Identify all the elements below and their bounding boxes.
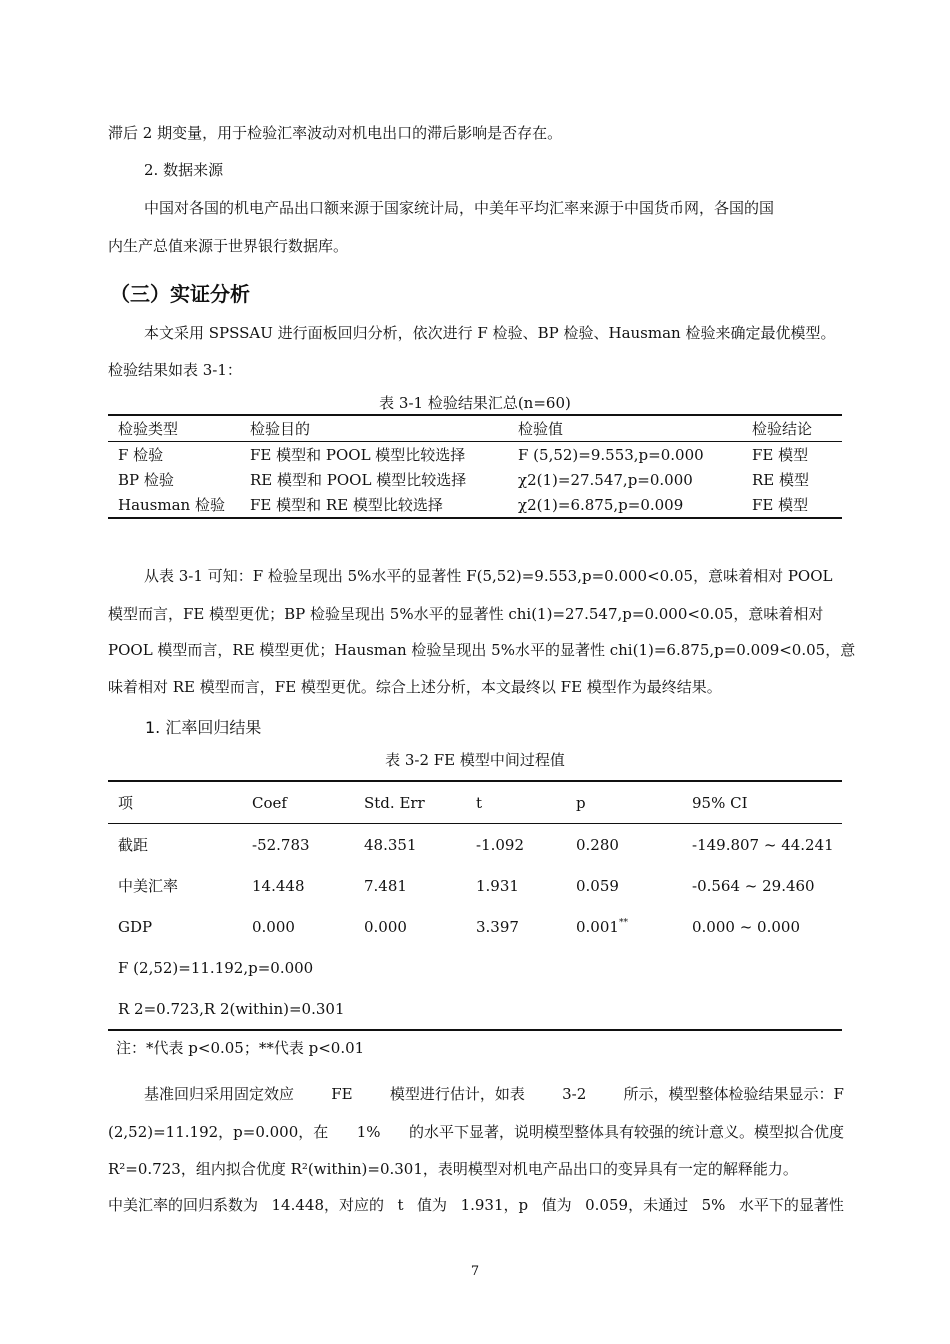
column-header: 95% CI — [692, 793, 748, 812]
table-row — [108, 906, 842, 947]
column-header: 检验类型 — [118, 420, 179, 438]
table-stat-row — [108, 947, 842, 988]
table-cell: FE 模型和 POOL 模型比较选择 — [250, 446, 466, 464]
page-number: 7 — [470, 1264, 480, 1279]
table-cell — [566, 865, 682, 906]
table2-caption: 表 3-2 FE 模型中间过程值 — [385, 751, 565, 769]
table-cell: -52.783 — [252, 835, 310, 854]
p-value: 0.059 — [576, 876, 619, 895]
table-cell: 0.000 ~ 0.000 — [692, 917, 800, 936]
table-cell: F (5,52)=9.553,p=0.000 — [518, 445, 704, 464]
column-header: 项 — [118, 794, 134, 812]
body-text-line — [108, 1125, 844, 1140]
table-cell — [566, 906, 682, 947]
text-segment: 水平下的显著性 — [738, 1196, 844, 1214]
body-text-line: 中国对各国的机电产品出口额来源于国家统计局，中美年平均汇率来源于中国货币网，各国的国 — [144, 199, 775, 217]
table-cell: 0.000 — [364, 917, 407, 936]
table-cell: FE 模型 — [752, 446, 809, 464]
text-segment: 14.448，对应的 — [271, 1196, 385, 1214]
table-cell: RE 模型 — [752, 471, 810, 489]
p-value: 0.001 — [576, 917, 619, 936]
table-cell: χ2(1)=27.547,p=0.000 — [518, 470, 693, 489]
table-cell: 3.397 — [476, 917, 519, 936]
text-segment: 所示，模型整体检验结果显示：F — [623, 1085, 844, 1103]
text-segment: 0.059，未通过 — [585, 1196, 689, 1214]
table-cell: Hausman 检验 — [118, 496, 225, 514]
test-summary-table — [108, 414, 842, 519]
text-segment: 3-2 — [562, 1085, 587, 1103]
column-header: 检验值 — [518, 420, 564, 438]
column-header: t — [476, 793, 483, 812]
text-segment: 值为 — [417, 1196, 448, 1214]
data-source-heading: 2. 数据来源 — [144, 161, 224, 179]
table-cell: BP 检验 — [118, 471, 174, 489]
table-row — [108, 467, 842, 492]
table-row — [108, 865, 842, 906]
table-cell: 14.448 — [252, 876, 305, 895]
subsection-heading: 1. 汇率回归结果 — [145, 718, 262, 737]
body-text-line — [108, 1198, 844, 1213]
table-cell: -149.807 ~ 44.241 — [692, 835, 834, 854]
table-cell: 7.481 — [364, 876, 407, 895]
table-note: 注：*代表 p<0.05；**代表 p<0.01 — [116, 1039, 365, 1057]
significance-mark: ** — [618, 917, 628, 928]
body-text-line: 内生产总值来源于世界银行数据库。 — [108, 237, 349, 255]
table-cell: χ2(1)=6.875,p=0.009 — [518, 495, 684, 514]
table-cell: 1.931 — [476, 876, 519, 895]
table1-caption: 表 3-1 检验结果汇总(n=60) — [379, 394, 571, 412]
body-text-line: R²=0.723，组内拟合优度 R²(within)=0.301，表明模型对机电产品出口的变异具有一定的解释能力。 — [108, 1160, 798, 1178]
table-cell: GDP — [118, 917, 153, 936]
body-text-line: 检验结果如表 3-1： — [108, 361, 242, 379]
body-text-line: 味着相对 RE 模型而言，FE 模型更优。综合上述分析，本文最终以 FE 模型作为最终结果。 — [108, 678, 722, 696]
body-text-line: 滞后 2 期变量，用于检验汇率波动对机电出口的滞后影响是否存在。 — [108, 124, 563, 142]
table-cell: 截距 — [118, 836, 149, 854]
text-segment: 的水平下显著，说明模型整体具有较强的统计意义。模型拟合优度 — [408, 1123, 844, 1141]
fe-model-table — [108, 780, 842, 1031]
table-row — [108, 824, 842, 866]
column-header: Std. Err — [364, 793, 425, 812]
table-header-row — [108, 781, 842, 824]
table-cell: 48.351 — [364, 835, 417, 854]
table-cell — [566, 824, 682, 866]
column-header: p — [576, 793, 586, 812]
body-text-line: POOL 模型而言，RE 模型更优；Hausman 检验呈现出 5%水平的显著性 chi(1)=6.875,p=0.009<0.05，意 — [108, 641, 856, 659]
text-segment: t — [397, 1196, 404, 1214]
f-statistic: F (2,52)=11.192,p=0.000 — [118, 958, 314, 977]
table-cell: FE 模型和 RE 模型比较选择 — [250, 496, 443, 514]
body-text-line: 本文采用 SPSSAU 进行面板回归分析，依次进行 F 检验、BP 检验、Hausman 检验来确定最优模型。 — [144, 324, 836, 342]
text-segment: 模型进行估计，如表 — [389, 1085, 525, 1103]
text-segment: 基准回归采用固定效应 — [144, 1085, 295, 1103]
table-cell: 0.000 — [252, 917, 295, 936]
text-segment: 5% — [701, 1196, 726, 1214]
body-text-line: 模型而言，FE 模型更优；BP 检验呈现出 5%水平的显著性 chi(1)=27.547,p=0.000<0.05，意味着相对 — [108, 605, 824, 623]
p-value: 0.280 — [576, 835, 619, 854]
table-header-row — [108, 415, 842, 442]
table-row — [108, 442, 842, 468]
table-stat-row — [108, 988, 842, 1030]
table-cell: F 检验 — [118, 446, 164, 464]
table-cell: 中美汇率 — [118, 877, 179, 895]
text-segment: 中美汇率的回归系数为 — [108, 1196, 259, 1214]
column-header: 检验目的 — [250, 420, 311, 438]
body-text-line — [144, 1087, 844, 1102]
table-cell: RE 模型和 POOL 模型比较选择 — [250, 471, 467, 489]
text-segment: (2,52)=11.192，p=0.000，在 — [108, 1123, 329, 1141]
text-segment: 1% — [356, 1123, 381, 1141]
r-squared: R 2=0.723,R 2(within)=0.301 — [108, 988, 842, 1030]
text-segment: 1.931，p — [460, 1196, 529, 1214]
body-text-line: 从表 3-1 可知：F 检验呈现出 5%水平的显著性 F(5,52)=9.553,p=0.000<0.05，意味着相对 POOL — [144, 567, 833, 585]
table-cell: -1.092 — [476, 835, 525, 854]
text-segment: 值为 — [541, 1196, 572, 1214]
table-cell: FE 模型 — [752, 496, 809, 514]
text-segment: FE — [331, 1085, 353, 1103]
column-header: 检验结论 — [752, 420, 813, 438]
table-cell: -0.564 ~ 29.460 — [692, 876, 815, 895]
section-heading: （三）实证分析 — [110, 282, 250, 306]
column-header: Coef — [252, 793, 287, 812]
table-row — [108, 492, 842, 518]
